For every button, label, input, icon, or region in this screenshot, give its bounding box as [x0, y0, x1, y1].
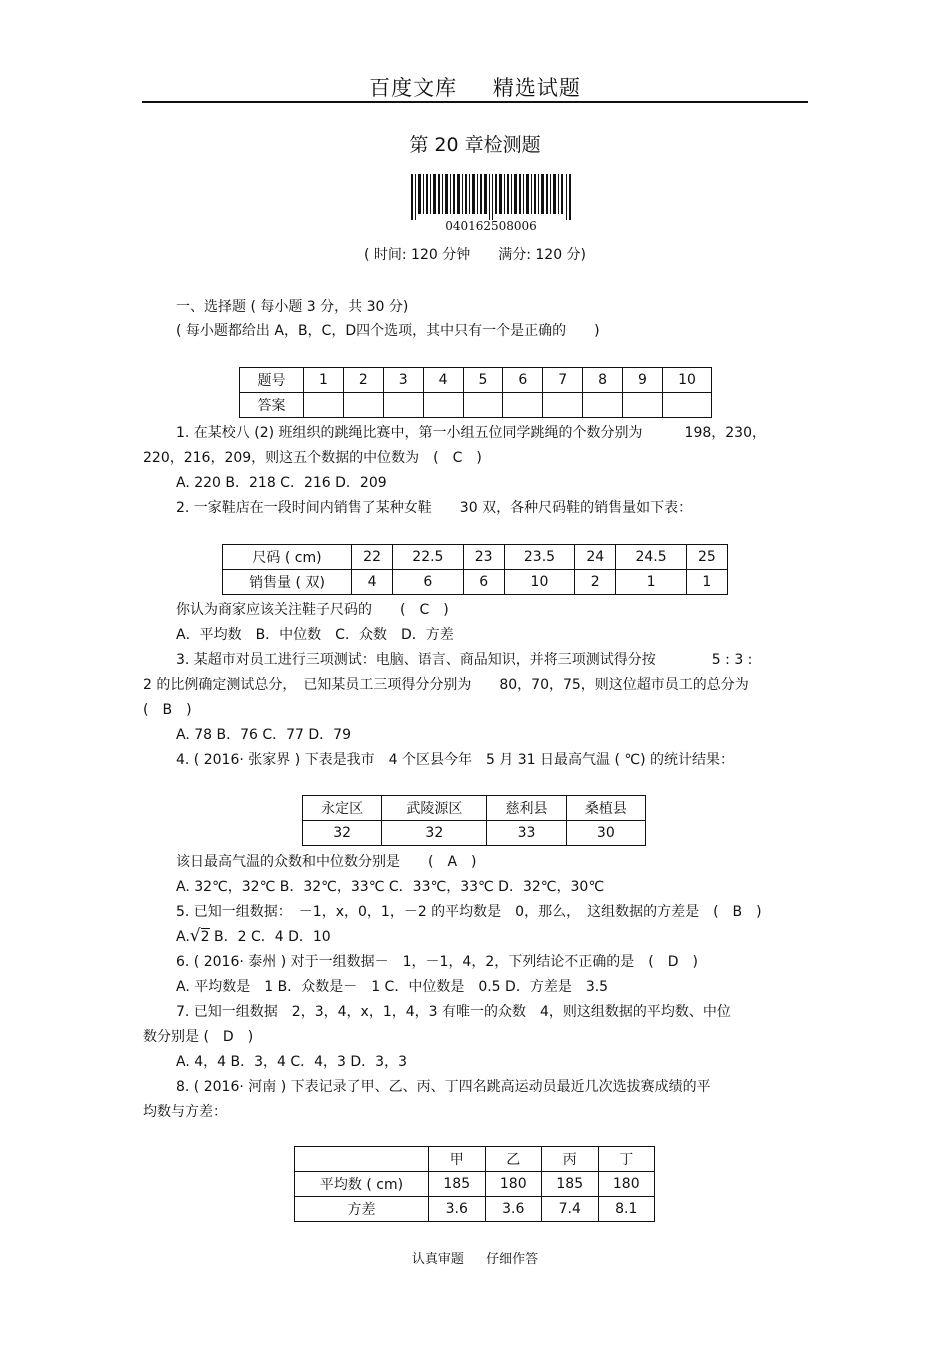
table-cell: 22 — [352, 545, 393, 570]
table-cell: 33 — [487, 821, 566, 846]
q1-options: A. 220 B．218 C．216 D．209 — [176, 475, 387, 491]
answer-cell[interactable] — [623, 393, 663, 418]
table-cell: 23.5 — [504, 545, 574, 570]
header-title — [0, 72, 950, 102]
table-cell: 7.4 — [542, 1197, 599, 1222]
table-cell: 22.5 — [393, 545, 463, 570]
answer-cell[interactable] — [543, 393, 583, 418]
table-cell: 23 — [463, 545, 504, 570]
header-right-text: 精选试题 — [492, 76, 581, 100]
question-number: 5 — [463, 368, 503, 393]
table-cell: 30 — [566, 821, 645, 846]
table-cell: 1 — [616, 570, 686, 595]
table-cell: 6 — [463, 570, 504, 595]
q6-options: A. 平均数是 1 B．众数是－ 1 C．中位数是 0.5 D．方差是 3.5 — [176, 979, 609, 995]
q5-option-rest: B．2 C．4 D．10 — [209, 929, 331, 945]
q2-text-cont: 你认为商家应该关注鞋子尺码的 ( C ) — [176, 602, 449, 618]
page-footer — [0, 1248, 950, 1267]
q2-text: 2. 一家鞋店在一段时间内销售了某种女鞋 30 双，各种尺码鞋的销售量如下表： — [176, 500, 693, 516]
table-cell: 2 — [575, 570, 616, 595]
answer-cell[interactable] — [304, 393, 344, 418]
q3-options: A. 78 B．76 C．77 D．79 — [176, 727, 351, 743]
table-cell: 6 — [393, 570, 463, 595]
q5-options — [176, 926, 331, 946]
barcode-image — [411, 174, 571, 220]
header-rule — [142, 101, 808, 103]
q8-text-cont: 均数与方差： — [143, 1104, 227, 1120]
q6-text: 6. ( 2016· 泰州 ) 对于一组数据－ 1，－1，4，2，下列结论不正确的是 ( D ) — [176, 954, 698, 970]
q3-text: 3. 某超市对员工进行三项测试：电脑、语言、商品知识，并将三项测试得分按 5 : 3 : — [176, 652, 753, 668]
q3-answer: ( B ) — [143, 702, 192, 718]
table-cell: 丁 — [598, 1147, 655, 1172]
table-cell: 永定区 — [303, 796, 382, 821]
table-cell: 1 — [686, 570, 727, 595]
table-cell: 3.6 — [429, 1197, 486, 1222]
table-cell: 3.6 — [485, 1197, 542, 1222]
q7-text-cont: 数分别是 ( D ) — [143, 1029, 254, 1045]
table-row-label: 销售量 ( 双) — [223, 570, 352, 595]
section-title: 一、选择题 ( 每小题 3 分，共 30 分) — [176, 299, 409, 315]
answer-cell[interactable] — [423, 393, 463, 418]
barcode-number: 040162508006 — [445, 219, 537, 233]
answer-cell[interactable] — [503, 393, 543, 418]
table-cell: 180 — [598, 1172, 655, 1197]
question-number: 2 — [343, 368, 383, 393]
q1-text-cont: 220，216，209，则这五个数据的中位数为 ( C ) — [143, 450, 482, 466]
question-number: 6 — [503, 368, 543, 393]
footer-left-text: 认真审题 — [411, 1252, 464, 1267]
question-number: 4 — [423, 368, 463, 393]
table-cell: 32 — [382, 821, 487, 846]
table-cell: 慈利县 — [487, 796, 566, 821]
table-row-label: 方差 — [295, 1197, 429, 1222]
table-cell: 185 — [542, 1172, 599, 1197]
q3-text-cont: 2 的比例确定测试总分， 已知某员工三项得分分别为 80，70，75，则这位超市员工的总分为 — [143, 677, 749, 693]
header-left-text: 百度文库 — [369, 76, 458, 100]
q5-option-a-radicand: 2 — [200, 929, 210, 945]
q5-option-a-prefix: A. — [176, 929, 190, 945]
q4-text: 4. ( 2016· 张家界 ) 下表是我市 4 个区县今年 5 月 31 日最高气温 ( ℃) 的统计结果： — [176, 752, 735, 768]
table-cell: 32 — [303, 821, 382, 846]
table-cell: 25 — [686, 545, 727, 570]
q8-text: 8. ( 2016· 河南 ) 下表记录了甲、乙、丙、丁四名跳高运动员最近几次选拔赛成绩的平 — [176, 1079, 711, 1095]
q7-options: A. 4，4 B．3，4 C．4，3 D．3，3 — [176, 1054, 407, 1070]
table-cell: 180 — [485, 1172, 542, 1197]
section-note: ( 每小题都给出 A，B，C，D四个选项，其中只有一个是正确的 ) — [176, 323, 600, 339]
question-number: 8 — [583, 368, 623, 393]
question-number: 9 — [623, 368, 663, 393]
table-cell: 185 — [429, 1172, 486, 1197]
q5-text: 5. 已知一组数据： －1，x，0，1，－2 的平均数是 0，那么， 这组数据的方差是 ( B ) — [176, 904, 762, 920]
shoe-size-table — [222, 544, 728, 595]
table-cell: 武陵源区 — [382, 796, 487, 821]
question-number: 1 — [304, 368, 344, 393]
table-cell: 10 — [504, 570, 574, 595]
question-number: 10 — [663, 368, 712, 393]
question-number: 3 — [383, 368, 423, 393]
answer-table-header: 题号 — [240, 368, 304, 393]
table-row-label: 平均数 ( cm) — [295, 1172, 429, 1197]
answer-cell[interactable] — [343, 393, 383, 418]
answer-table — [239, 367, 712, 418]
exam-time-info: ( 时间: 120 分钟 满分: 120 分) — [363, 247, 587, 263]
q2-options: A．平均数 B．中位数 C．众数 D．方差 — [176, 627, 454, 643]
chapter-title: 第 20 章检测题 — [409, 134, 541, 156]
table-cell: 桑植县 — [566, 796, 645, 821]
q7-text: 7. 已知一组数据 2，3，4，x，1，4，3 有唯一的众数 4，则这组数据的平均数、中位 — [176, 1004, 731, 1020]
footer-right-text: 仔细作答 — [486, 1252, 539, 1267]
table-cell: 8.1 — [598, 1197, 655, 1222]
table-cell: 甲 — [429, 1147, 486, 1172]
answer-cell[interactable] — [663, 393, 712, 418]
table-cell: 24.5 — [616, 545, 686, 570]
q4-options: A. 32℃，32℃ B．32℃，33℃ C．33℃，33℃ D．32℃，30℃ — [176, 879, 605, 895]
table-corner-cell — [295, 1147, 429, 1172]
table-row-label: 尺码 ( cm) — [223, 545, 352, 570]
question-number: 7 — [543, 368, 583, 393]
table-cell: 24 — [575, 545, 616, 570]
answer-cell[interactable] — [463, 393, 503, 418]
sqrt-symbol-icon: √ — [189, 926, 201, 946]
athlete-table — [294, 1146, 655, 1222]
q1-text: 1. 在某校八 (2) 班组织的跳绳比赛中，第一小组五位同学跳绳的个数分别为 198，230， — [176, 425, 766, 441]
q4-text-cont: 该日最高气温的众数和中位数分别是 ( A ) — [176, 854, 477, 870]
answer-row-label: 答案 — [240, 393, 304, 418]
table-cell: 丙 — [542, 1147, 599, 1172]
temperature-table — [302, 795, 646, 846]
answer-cell[interactable] — [383, 393, 423, 418]
table-cell: 4 — [352, 570, 393, 595]
answer-cell[interactable] — [583, 393, 623, 418]
table-cell: 乙 — [485, 1147, 542, 1172]
